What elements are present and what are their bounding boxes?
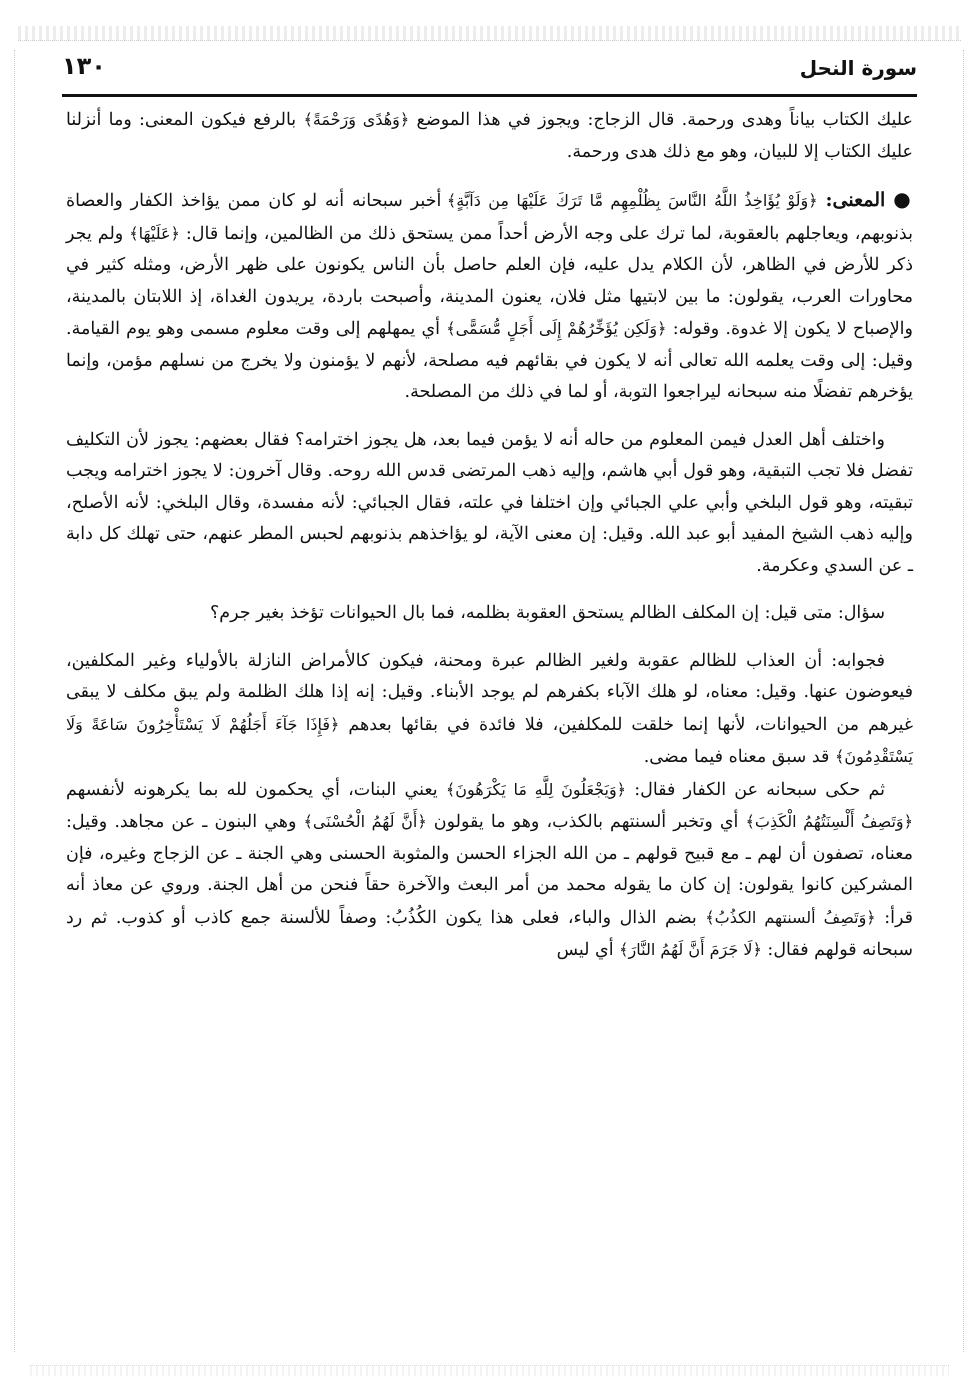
body-text: بضم الذال والباء، فعلى هذا يكون الكُذُبُ: وصفاً للألسنة جمع كاذب أو كذوب. ثم رد سبحانه قولهم فقال: (66, 907, 913, 960)
page-header (62, 52, 917, 92)
body-text: يعني البنات، أي يحكمون لله بما يكرهونه لأنفسهم (66, 779, 446, 800)
body-text: قد سبق معناه فيما مضى. (643, 747, 835, 767)
quran-quote: ﴿وَلَكِن يُؤَخِّرُهُمْ إِلَى أَجَلٍ مُّسَمًّى﴾ (446, 319, 667, 338)
page-number: ١٣٠ (62, 52, 106, 80)
body-text: فجوابه: أن العذاب للظالم عقوبة ولغير الظالم عبرة ومحنة، فيكون كالأمراض النازلة بالأولياء وغير المكلفين، فيعوضون عنها. وقيل: معناه، لو هلك الآباء بكفرهم لم يوجد الأبناء. وقيل: إنه إذا هلك الظلمة ولم يبق مكلف لا يبقى غيرهم من الحيوانات، لأنها إنما خلقت للمكلفين، فلا فائدة في بقائها بعدهم (66, 650, 913, 735)
paragraph (66, 646, 913, 774)
quran-quote: ﴿وَتَصِفُ ألسنتهم الكذُبُ﴾ (705, 907, 876, 927)
body-text: ثم حكى سبحانه عن الكفار فقال: (626, 779, 885, 800)
page-body (66, 104, 913, 967)
scan-left-edge (14, 50, 16, 1352)
quran-quote: ﴿وَتَصِفُ أَلْسِنَتُهُمُ الْكَذِبَ﴾ (745, 812, 913, 831)
paragraph (66, 184, 913, 409)
body-text (818, 191, 826, 211)
paragraph (66, 774, 913, 967)
paragraph (66, 598, 913, 630)
body-text: أخبر سبحانه أنه لو كان ممن يؤاخذ الكفار والعصاة بذنوبهم، ويعاجلهم بالعقوبة، لما ترك على وجه الأرض أحداً ممن يستحق ذلك من الظالمين، وإنما قال: (66, 191, 913, 244)
paragraph (66, 425, 913, 583)
quran-quote: ﴿لَا جَرَمَ أَنَّ لَهُمُ النَّارَ﴾ (619, 940, 762, 959)
quran-quote: ﴿وَلَوْ يُؤَاخِذُ اللَّهُ النَّاسَ بِظُلْمِهِم مَّا تَرَكَ عَلَيْهَا مِن دَآبَّةٍ﴾ (446, 191, 818, 210)
quran-quote: ﴿وَيَجْعَلُونَ لِلَّهِ مَا يَكْرَهُونَ﴾ (445, 779, 627, 799)
section-label: المعنى: (825, 189, 886, 211)
body-text: أي يمهلهم إلى وقت معلوم مسمى وهو يوم القيامة. وقيل: إلى وقت يعلمه الله تعالى أنه لا يكون في بقائهم فيه مصلحة، لأنهم لا يؤمنون ولا يخرج من نسلهم مؤمن، وإنما يؤخرهم تفضلًا منه سبحانه ليراجعوا التوبة، أو لما في ذلك من المصلحة. (66, 319, 913, 402)
quran-quote: ﴿عَلَيْهَا﴾ (129, 223, 180, 243)
scan-bottom-noise (30, 1365, 949, 1376)
body-text: واختلف أهل العدل فيمن المعلوم من حاله أنه لا يؤمن فيما بعد، هل يجوز اخترامه؟ فقال بعضهم: يجوز لأن التكليف تفضل فلا تجب التبقية، وهو قول أبي هاشم، وإليه ذهب المرتضى قدس الله روحه. وقال آخرون: لا يجوز اخترامه ويجب تبقيته، وهو قول البلخي وأبي علي الجبائي وإن اختلفا في علته، فقال الجبائي: لأنه مفسدة، وقال البلخي: لأنه الأصلح، وإليه ذهب الشيخ المفيد أبو عبد الله. وقيل: إن معنى الآية، لو يؤاخذهم بذنوبهم لحبس المطر عنهم، حتى تهلك كل دابة ـ عن السدي وعكرمة. (66, 429, 913, 576)
quran-quote: ﴿وَهُدًى وَرَحْمَةً﴾ (303, 110, 410, 129)
header-rule (62, 94, 917, 97)
body-text: سؤال: متى قيل: إن المكلف الظالم يستحق العقوبة بظلمه، فما بال الحيوانات تؤخذ بغير جرم؟ (210, 603, 885, 623)
body-text: وهي البنون ـ عن مجاهد. وقيل: معناه، تصفون أن لهم ـ مع قبيح قولهم ـ من الله الجزاء الحسن والمثوبة الحسنى وهي الجنة ـ عن الزجاج وغيره، فإن المشركين كانوا يقولون: إن كان ما يقوله محمد من أمر البعث والآخرة حقاً فنحن من أهل الجنة. وروي عن معاذ أنه قرأ: (66, 812, 914, 928)
scan-top-noise (18, 26, 961, 41)
paragraph (66, 104, 913, 168)
running-head-surah-title: سورة النحل (799, 56, 917, 80)
body-text: أي وتخبر ألسنتهم بالكذب، وهو ما يقولون (426, 812, 746, 832)
quran-quote: ﴿فَإِذَا جَآءَ أَجَلُهُمْ لَا يَسْتَأْخِرُونَ سَاعَةً وَلَا يَسْتَقْدِمُونَ﴾ (66, 714, 913, 766)
body-text: بالرفع فيكون المعنى: وما أنزلنا عليك الكتاب إلا للبيان، وهو مع ذلك هدى ورحمة. (66, 110, 913, 162)
quran-quote: ﴿أَنَّ لَهُمُ الْحُسْنَى﴾ (303, 812, 427, 831)
body-text: عليك الكتاب بياناً وهدى ورحمة. قال الزجاج: ويجوز في هذا الموضع (409, 110, 913, 130)
bullet-icon: ● (893, 187, 913, 211)
body-text: أي ليس (556, 940, 620, 960)
scan-right-edge (963, 50, 965, 1352)
body-text: ولم يجر ذكر للأرض في الظاهر، لأن الكلام يدل عليه، فإن العلم حاصل بأن الناس يكونون على ظهر الأرض، ومثله كثير في محاورات العرب، يقولون: ما بين لابتيها مثل فلان، يعنون المدينة، وأصبحت باردة، يريدون الغداة، إذ اللابتان بالمدينة، والإصباح لا يكون إلا غدوة. وقوله: (66, 223, 913, 339)
